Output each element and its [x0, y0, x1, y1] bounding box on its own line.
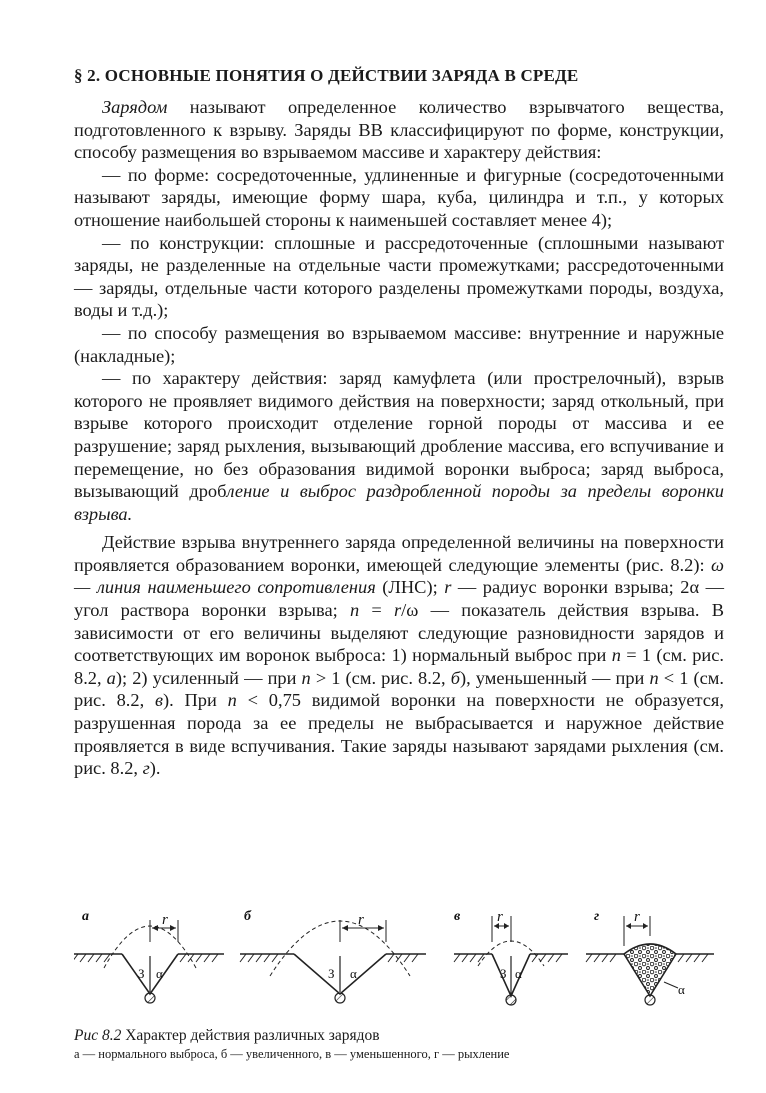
list-item: — по форме: сосредоточенные, удлиненные и фигурные (сосредоточенными называют заряды, имеющие форму шара, куба, цилиндра и т.п., у которых отношение наибольшей стороны к наименьшей составляет менее 4); [74, 164, 724, 230]
text-run: < 0,75 видимой воронки на поверхности не образуется, разрушенная порода за ее пределы не выбрасывается и наружное действие проявляется в виде вспучивания. Такие заряды называют зарядами рыхления (см. рис. 8.2, [74, 690, 724, 779]
crater-diagram [74, 906, 724, 1026]
radius-label: r [497, 909, 503, 925]
panel-v [454, 909, 568, 1005]
page-text [74, 66, 724, 780]
text-run: = 1 (см. рис. 8.2, [74, 645, 724, 688]
radius-label: r [634, 909, 640, 925]
alpha-label: α [350, 966, 357, 981]
caption-legend: а — нормального выброса, б — увеличенного, в — уменьшенного, г — рыхление [74, 1047, 510, 1061]
text-run: г [142, 758, 150, 779]
text-run: < 1 (см. рис. 8.2, [74, 667, 725, 711]
text-run: n [611, 645, 621, 666]
alpha-label: α [678, 982, 685, 997]
intro-paragraph [74, 96, 724, 164]
text-run: n [227, 690, 237, 711]
text-run: (ЛНС); [375, 577, 445, 598]
text-run: > 1 (см. рис. 8.2, [310, 667, 451, 688]
figure-caption [74, 1027, 724, 1062]
panel-b [240, 909, 426, 1003]
text-run: ). [149, 758, 161, 779]
alpha-label: α [515, 966, 522, 981]
caption-label: Рис 8.2 [74, 1027, 122, 1044]
text-run: ); 2) усиленный — при [115, 667, 302, 688]
panel-letter: в [454, 909, 461, 924]
charge-icon [645, 995, 655, 1005]
radius-label: r [162, 912, 168, 928]
text-run: n [349, 600, 360, 621]
text-run: а [106, 667, 116, 688]
radius-label: r [358, 912, 364, 928]
loosened-rock [624, 944, 676, 996]
last-item-text: — по характеру действия: заряд камуфлета (или прострелочный), взрыв которого не проявляет видимого действия на поверхности; заряд откольный, при взрыве которого происходит отделение горной породы от массива и ее разрушение; заряд рыхления, вызывающий дробление массива, его вспучивание и перемещение, но без образования видимой воронки выброса; заряд выброса, вызывающий дроб [74, 368, 724, 502]
last-item-italic: ление и выброс раздробленной породы за пределы воронки взрыва. [74, 481, 724, 524]
text-run: = [359, 600, 394, 621]
lns-label: З [328, 966, 335, 981]
charge-icon [145, 993, 155, 1003]
text-run: r [444, 577, 452, 598]
panel-g [586, 909, 714, 1005]
text-run: ω — линия наименьшего сопротивления [74, 554, 724, 598]
list-item-last [74, 367, 724, 525]
text-run: в [154, 690, 163, 711]
panel-letter: г [594, 909, 600, 924]
charge-icon [335, 993, 345, 1003]
text-run: ). При [162, 690, 228, 711]
lns-label: З [500, 966, 507, 981]
lns-label: З [138, 966, 145, 981]
figure-8-2 [74, 906, 724, 1026]
section-heading: § 2. ОСНОВНЫЕ ПОНЯТИЯ О ДЕЙСТВИИ ЗАРЯДА В СРЕДЕ [74, 66, 579, 85]
text-run: n [649, 667, 659, 688]
panel-a [74, 909, 224, 1003]
text-run: n [301, 667, 311, 688]
panel-letter: б [244, 909, 251, 924]
alpha-label: α [156, 966, 163, 981]
text-run: r [394, 600, 402, 621]
caption-title: Характер действия различных зарядов [125, 1027, 380, 1044]
text-run: /ω — показатель действия взрыва. В зависимости от его величины выделяют следующие разновидности зарядов и соответствующих им воронок выброса: 1) нормальный выброс при [74, 600, 724, 666]
text-run: б [450, 667, 460, 688]
list-item: — по способу размещения во взрываемом массиве: внутренние и наружные (накладные); [74, 322, 724, 366]
text-run: Действие взрыва внутреннего заряда определенной величины на поверхности проявляется образованием воронки, имеющей следующие элементы (рис. 8.2): [74, 532, 724, 575]
intro-text: называют определенное количество взрывчатого вещества, подготовленного к взрыву. Заряды ВВ классифицируют по форме, конструкции, способу размещения во взрываемом массиве и характеру действия: [74, 97, 724, 163]
explosion-paragraph [74, 531, 724, 780]
text-run: — радиус воронки взрыва; 2α — угол раствора воронки взрыва; [74, 577, 724, 621]
panel-letter: а [82, 909, 89, 924]
list-item: — по конструкции: сплошные и рассредоточенные (сплошными называют заряды, не разделенные на отдельные части промежутками; рассредоточенными — заряды, отдельные части которого разделены промежутками породы, воздуха, воды и т.д.); [74, 232, 724, 321]
intro-term: Зарядом [102, 97, 168, 117]
text-run: ), уменьшенный — при [459, 667, 650, 688]
charge-icon [506, 995, 516, 1005]
